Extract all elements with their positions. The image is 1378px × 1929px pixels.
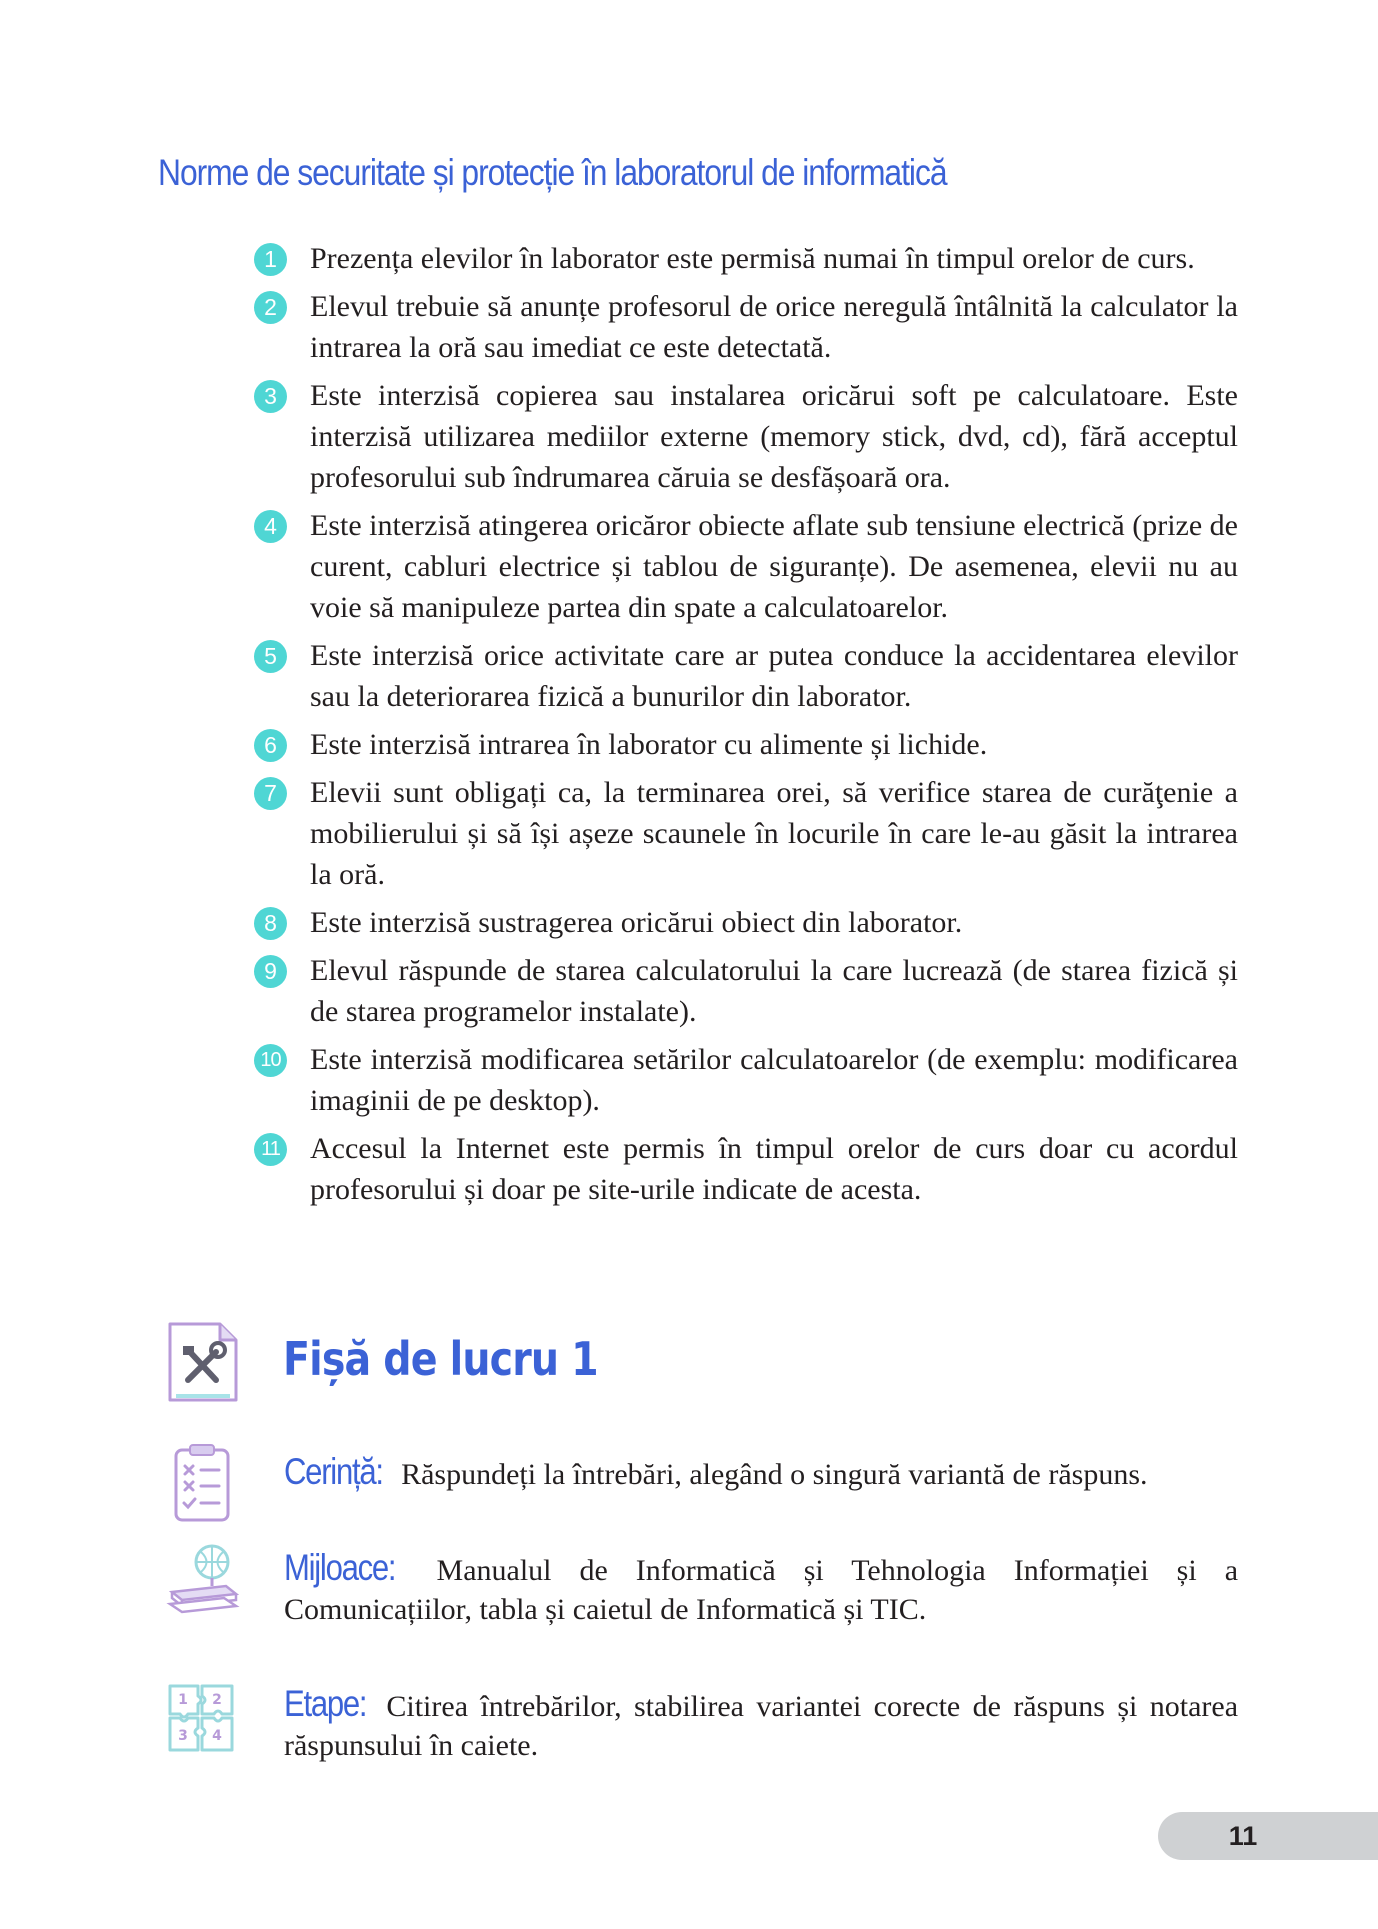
puzzle-digit: 1 bbox=[178, 1692, 188, 1708]
list-item bbox=[254, 724, 1238, 765]
worksheet-title: Fișă de lucru 1 bbox=[283, 1332, 598, 1386]
rule-text: Elevii sunt obligați ca, la terminarea orei, să verifice starea de curăţenie a mobilierului și să își așeze scaunele în locurile în care le-au găsit la intrarea la oră. bbox=[310, 776, 1238, 891]
clipboard-icon bbox=[172, 1442, 232, 1524]
tools-icon bbox=[166, 1320, 240, 1404]
rule-text: Prezența elevilor în laborator este permisă numai în timpul orelor de curs. bbox=[310, 242, 1195, 275]
puzzle-digit: 4 bbox=[212, 1728, 222, 1744]
list-item bbox=[254, 238, 1238, 279]
list-item bbox=[254, 950, 1238, 1032]
number-badge: 2 bbox=[254, 291, 287, 324]
cerinta-text: Răspundeți la întrebări, alegând o singură variantă de răspuns. bbox=[401, 1458, 1148, 1491]
number-badge: 3 bbox=[254, 380, 287, 413]
list-item bbox=[254, 375, 1238, 498]
list-item bbox=[254, 635, 1238, 717]
cerinta-label: Cerință: bbox=[284, 1451, 383, 1492]
rule-text: Accesul la Internet este permis în timpul orelor de curs doar cu acordul profesorului și doar pe site-urile indicate de acesta. bbox=[310, 1132, 1238, 1206]
etape-item bbox=[284, 1684, 1238, 1765]
number-badge: 7 bbox=[254, 777, 287, 810]
rule-text: Elevul trebuie să anunțe profesorul de orice neregulă întâlnită la calculator la intrarea la oră sau imediat ce este detectată. bbox=[310, 290, 1238, 364]
list-item bbox=[254, 1128, 1238, 1210]
rule-text: Este interzisă intrarea în laborator cu alimente și lichide. bbox=[310, 728, 988, 761]
number-badge: 5 bbox=[254, 640, 287, 673]
number-badge: 8 bbox=[254, 907, 287, 940]
rule-text: Este interzisă copierea sau instalarea oricărui soft pe calculatoare. Este interzisă utilizarea mediilor externe (memory stick, dvd, cd), fără acceptul profesorului sub îndrumarea căruia se desfășoară ora. bbox=[310, 379, 1238, 494]
rule-text: Este interzisă atingerea oricăror obiecte aflate sub tensiune electrică (prize de curent, cabluri electrice și tablou de siguranțe). De asemenea, elevii nu au voie să manipuleze partea din spate a calculatoarelor. bbox=[310, 509, 1238, 624]
rule-text: Este interzisă modificarea setărilor calculatoarelor (de exemplu: modificarea imaginii de pe desktop). bbox=[310, 1043, 1238, 1117]
list-item bbox=[254, 1039, 1238, 1121]
number-badge: 10 bbox=[254, 1044, 287, 1077]
list-item bbox=[254, 286, 1238, 368]
number-badge: 1 bbox=[254, 243, 287, 276]
rules-list bbox=[254, 238, 1238, 1217]
rule-text: Este interzisă orice activitate care ar putea conduce la accidentarea elevilor sau la deteriorarea fizică a bunurilor din laborator. bbox=[310, 639, 1238, 713]
page-number: 11 bbox=[1228, 1821, 1258, 1851]
rule-text: Este interzisă sustragerea oricărui obiect din laborator. bbox=[310, 906, 963, 939]
rule-text: Elevul răspunde de starea calculatorului la care lucrează (de starea fizică și de starea programelor instalate). bbox=[310, 954, 1238, 1028]
mijloace-label: Mijloace: bbox=[284, 1547, 396, 1588]
etape-text: Citirea întrebărilor, stabilirea variantei corecte de răspuns și notarea răspunsului în caiete. bbox=[284, 1690, 1239, 1762]
number-badge: 4 bbox=[254, 510, 287, 543]
globe-books-icon bbox=[164, 1540, 242, 1618]
puzzle-digit: 3 bbox=[178, 1728, 188, 1744]
etape-label: Etape: bbox=[284, 1683, 367, 1724]
number-badge: 6 bbox=[254, 729, 287, 762]
mijloace-item bbox=[284, 1548, 1238, 1629]
puzzle-digit: 2 bbox=[212, 1692, 222, 1708]
number-badge: 11 bbox=[254, 1133, 287, 1166]
number-badge: 9 bbox=[254, 955, 287, 988]
list-item bbox=[254, 772, 1238, 895]
cerinta-item bbox=[284, 1452, 1238, 1494]
list-item bbox=[254, 902, 1238, 943]
section-title: Norme de securitate și protecție în laboratorul de informatică bbox=[158, 152, 947, 193]
puzzle-icon bbox=[166, 1680, 238, 1756]
mijloace-text: Manualul de Informatică și Tehnologia Informației și a Comunicațiilor, tabla și caietul de Informatică și TIC. bbox=[284, 1554, 1239, 1626]
list-item bbox=[254, 505, 1238, 628]
